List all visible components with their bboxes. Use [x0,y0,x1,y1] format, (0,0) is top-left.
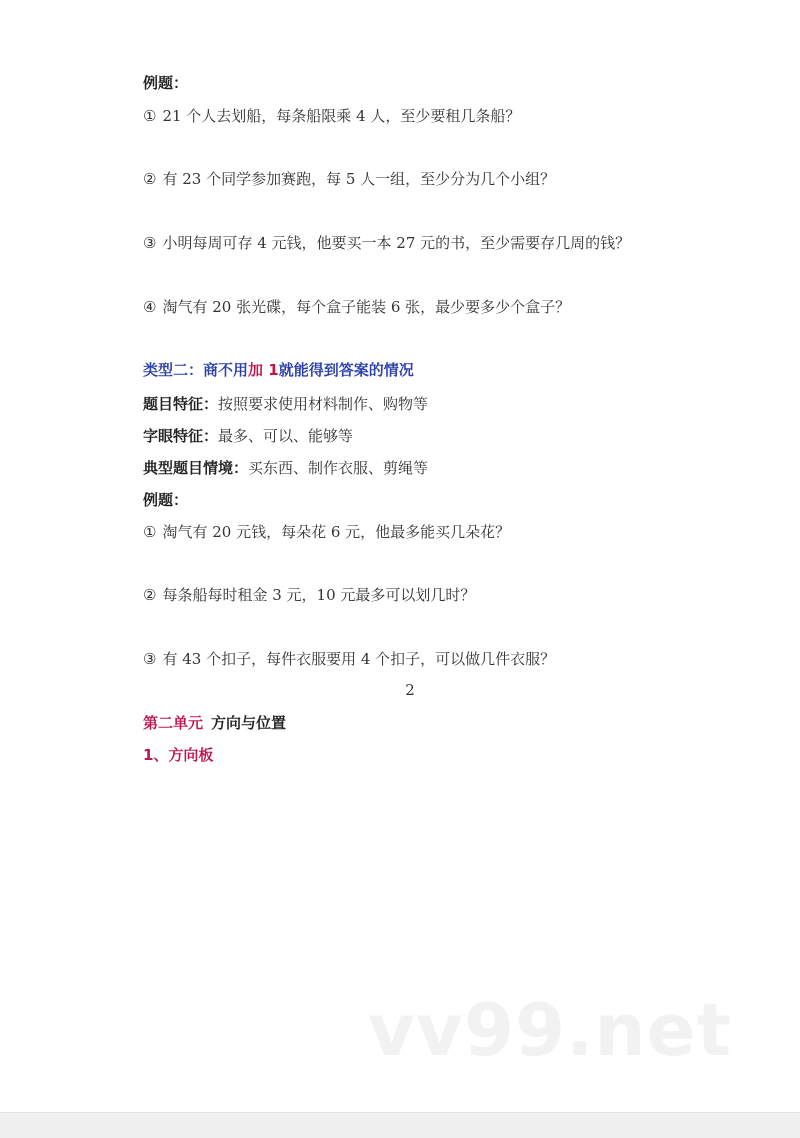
example-item [143,585,475,605]
keyword-line [143,426,353,446]
heading-highlight: 加 1 [248,361,279,379]
example-item [143,649,555,669]
example-text: 淘气有 20 张光碟，每个盒子能装 6 张，最少要多少个盒子？ [162,298,571,316]
examples-label-2: 例题： [143,491,189,509]
section-heading [143,360,414,380]
example-number: ④ [143,298,157,316]
example-number: ② [143,586,157,604]
example-item [143,522,510,542]
feature-text: 按照要求使用材料制作、购物等 [218,395,429,413]
unit-heading [143,713,286,733]
scenario-line [143,458,428,478]
watermark: vv99.net [368,988,732,1072]
unit-title: 方向与位置 [211,714,287,732]
feature-label: 题目特征： [143,395,219,413]
feature-line [143,394,428,414]
example-text: 每条船每时租金 3 元，10 元最多可以划几时？ [162,586,476,604]
example-number: ② [143,170,157,188]
bottom-bar [0,1112,800,1138]
example-item [143,297,570,317]
example-item [143,169,555,189]
example-text: 21 个人去划船，每条船限乘 4 人，至少要租几条船？ [162,107,521,125]
unit-label: 第二单元 [143,714,204,732]
example-text: 小明每周可存 4 元钱，他要买一本 27 元的书，至少需要存几周的钱？ [162,234,631,252]
example-text: 淘气有 20 元钱，每朵花 6 元，他最多能买几朵花？ [162,523,511,541]
page-number: 2 [405,681,415,699]
examples-label-1: 例题： [143,74,189,92]
scenario-label: 典型题目情境： [143,459,249,477]
example-item [143,233,630,253]
example-number: ① [143,107,157,125]
heading-part: 就能得到答案的情况 [278,361,414,379]
example-number: ③ [143,650,157,668]
unit-subheading: 1、方向板 [143,746,214,764]
keyword-text: 最多、可以、能够等 [218,427,354,445]
keyword-label: 字眼特征： [143,427,219,445]
example-item [143,106,520,126]
example-text: 有 43 个扣子，每件衣服要用 4 个扣子，可以做几件衣服？ [162,650,556,668]
example-text: 有 23 个同学参加赛跑，每 5 人一组，至少分为几个小组？ [162,170,556,188]
scenario-text: 买东西、制作衣服、剪绳等 [248,459,429,477]
heading-part: 类型二：商不用 [143,361,249,379]
example-number: ① [143,523,157,541]
example-number: ③ [143,234,157,252]
